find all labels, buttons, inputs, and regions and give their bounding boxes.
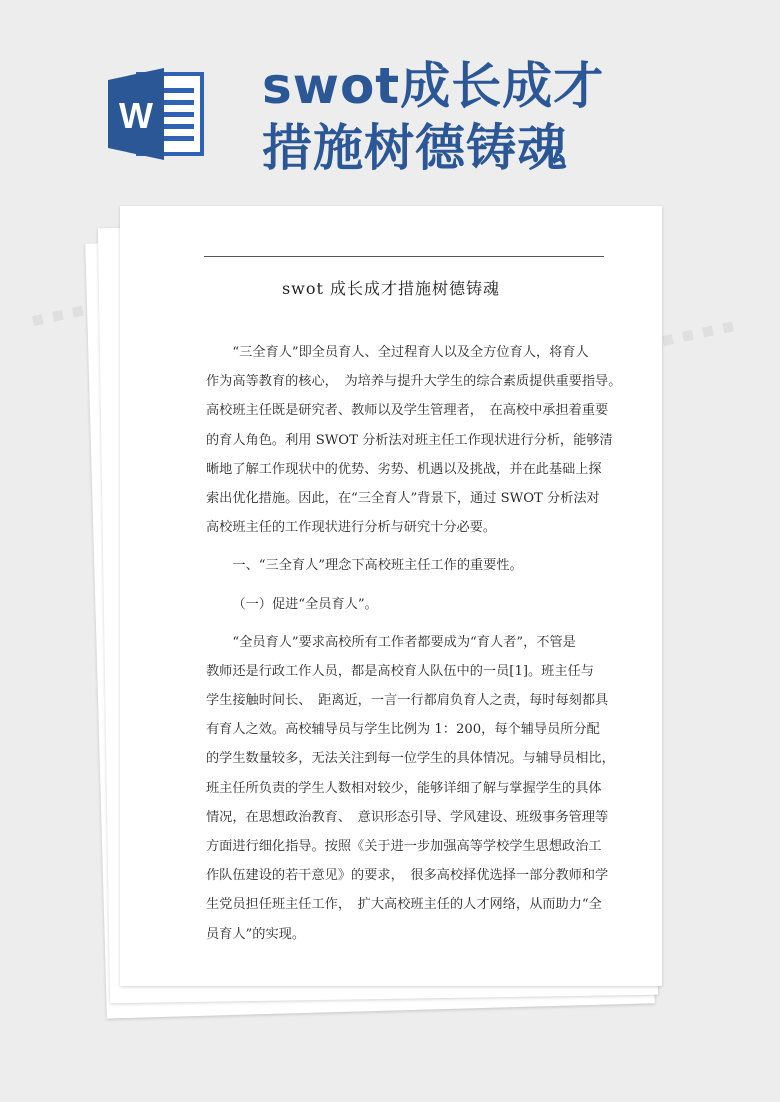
text-line: 的育人角色。利用 SWOT 分析法对班主任工作现状进行分析，能够清: [206, 432, 613, 448]
header-title-line: swot成长成才: [262, 57, 605, 115]
text-line: 晰地了解工作现状中的优势、劣势、机遇以及挑战，并在此基础上探: [206, 461, 602, 477]
text-line: “全员育人”要求高校所有工作者都要成为“育人者”，不管是: [232, 634, 576, 650]
subsection-heading: （一）促进“全员育人”。: [232, 596, 378, 612]
text-line: “三全育人”即全员育人、全过程育人以及全方位育人，将育人: [232, 345, 589, 360]
document-page: [120, 206, 662, 986]
document-title: swot 成长成才措施树德铸魂: [281, 279, 501, 298]
text-line: 作队伍建设的若干意见》的要求， 很多高校择优选择一部分教师和学: [206, 868, 609, 884]
word-document-icon: [108, 68, 204, 160]
document-body: [206, 338, 622, 949]
text-line: 生党员担任班主任工作， 扩大高校班主任的人才网络，从而助力“全: [206, 897, 602, 913]
svg-text:W: W: [119, 95, 153, 136]
text-line: 班主任所负责的学生人数相对较少，能够详细了解与掌握学生的具体: [206, 780, 602, 796]
text-line: 情况，在思想政治教育、 意识形态引导、学风建设、班级事务管理等: [206, 809, 609, 825]
text-line: 教师还是行政工作人员，都是高校育人队伍中的一员[1]。班主任与: [206, 663, 594, 679]
text-line: 学生接触时间长、 距离近，一言一行都肩负育人之责，每时每刻都具: [206, 693, 609, 709]
text-line: 的学生数量较多，无法关注到每一位学生的具体情况。与辅导员相比，: [206, 751, 615, 767]
watermark: ▪ ▪ ▪ ▪: [658, 312, 737, 352]
text-line: 索出优化措施。因此，在“三全育人”背景下，通过 SWOT 分析法对: [206, 490, 600, 506]
text-line: 有育人之效。高校辅导员与学生比例为 1：200，每个辅导员所分配: [206, 722, 600, 738]
text-line: 方面进行细化指导。按照《关于进一步加强高等学校学生思想政治工: [206, 839, 602, 854]
header-title-line: 措施树德铸魂: [262, 119, 568, 177]
watermark: ▪ ▪ ▪ ▪: [28, 292, 107, 332]
text-line: 高校班主任既是研究者、教师以及学生管理者， 在高校中承担着重要: [206, 403, 609, 419]
section-heading: 一、“三全育人”理念下高校班主任工作的重要性。: [232, 558, 523, 574]
text-line: 作为高等教育的核心， 为培养与提升大学生的综合素质提供重要指导。: [206, 374, 622, 390]
header-rule: [204, 256, 604, 257]
text-line: 员育人”的实现。: [206, 926, 306, 942]
text-line: 高校班主任的工作现状进行分析与研究十分必要。: [206, 520, 497, 536]
header-title: [262, 55, 604, 179]
